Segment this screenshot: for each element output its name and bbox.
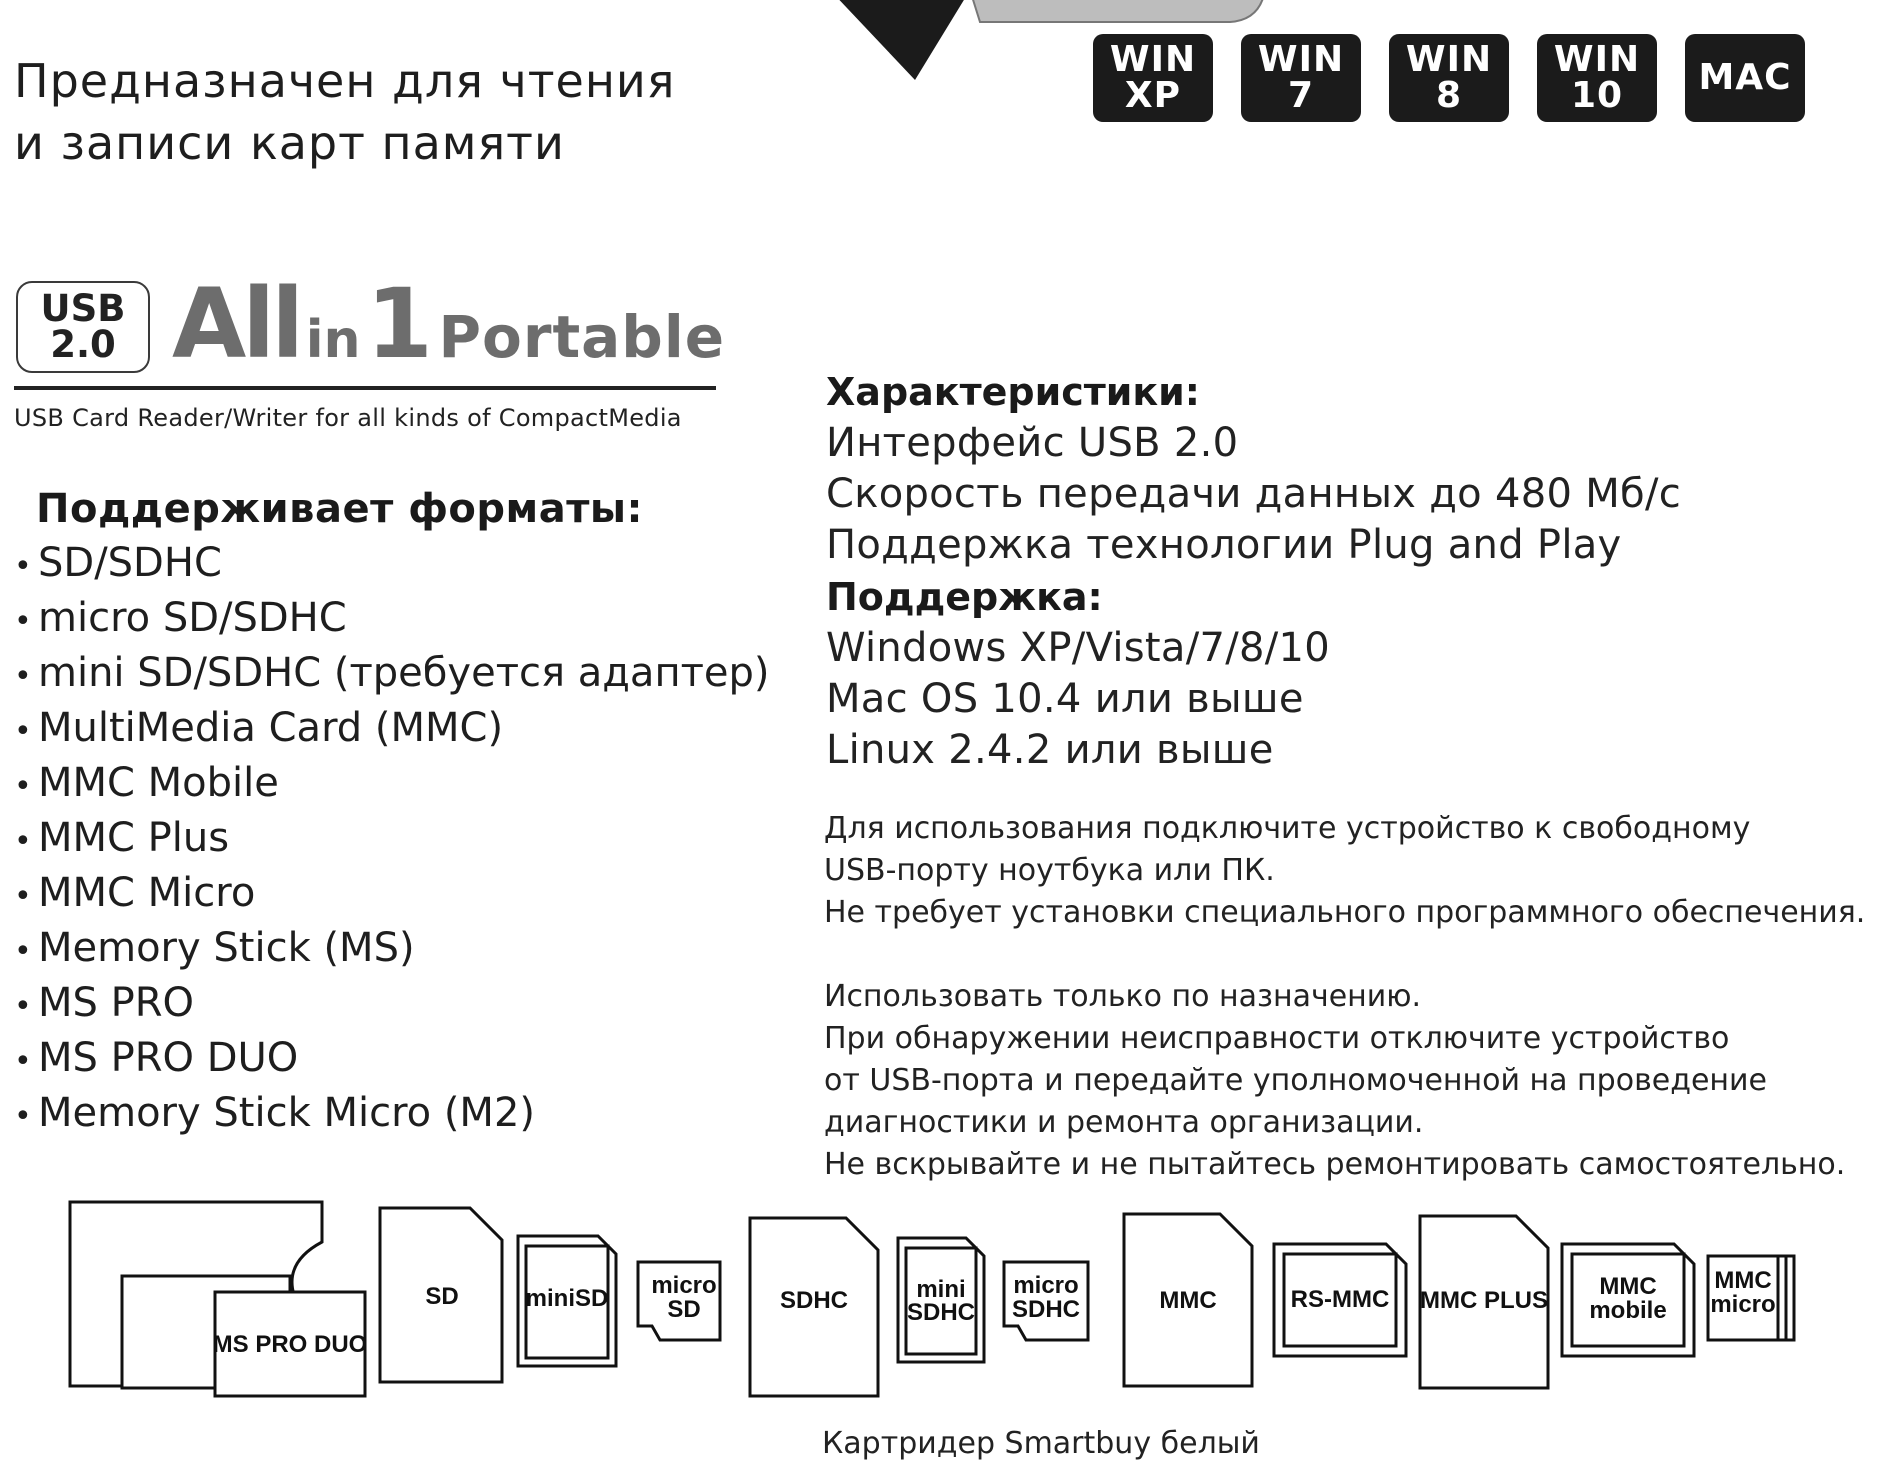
mmc-plus-card-icon [1420,1216,1548,1388]
os-badge-line: 10 [1570,75,1624,116]
note-line: Не вскрывайте и не пытайтесь ремонтировать самостоятельно. [824,1147,1846,1182]
os-badges [1093,34,1805,122]
list-item: • Memory Stick Micro (M2) [14,1090,535,1136]
note-line: Не требует установки специального программного обеспечения. [824,895,1866,930]
usb-badge-line: USB [40,287,126,330]
os-badge-line: WIN [1109,39,1197,80]
list-item: • MMC Mobile [14,760,279,806]
list-item: • MMC Micro [14,870,256,916]
svg-text:SDHC: SDHC [1011,1296,1081,1323]
support-line: Mac OS 10.4 или выше [826,676,1304,722]
svg-text:RS-MMC: RS-MMC [1290,1286,1390,1313]
note-line: от USB-порта и передайте уполномоченной на проведение [824,1063,1767,1098]
list-item: • MS PRO [14,980,195,1026]
headline-divider [14,386,716,390]
os-badge-line: WIN [1257,39,1345,80]
spec-line: Интерфейс USB 2.0 [826,420,1239,466]
svg-text:mobile: mobile [1589,1297,1667,1324]
specs-title: Характеристики: [826,370,1200,414]
minisdhc-card-icon [898,1238,984,1362]
usb-badge-line: 2.0 [50,323,116,366]
os-badge-line: WIN [1553,39,1641,80]
list-item: • SD/SDHC [14,540,222,586]
os-badge-win-8 [1389,34,1509,122]
svg-text:miniSD: miniSD [525,1285,609,1312]
formats-title: Поддерживает форматы: [36,486,644,532]
rs-mmc-card-icon [1274,1244,1406,1356]
headline-all: All [172,268,301,380]
os-badge-line: WIN [1405,39,1493,80]
support-line: Linux 2.4.2 или выше [826,727,1274,773]
spec-block [826,366,1681,776]
product-caption: Картридер Smartbuy белый [822,1426,1260,1461]
note-line: При обнаружении неисправности отключите устройство [824,1021,1730,1056]
minisd-card-icon [518,1236,616,1366]
usage-notes [824,808,1865,1186]
svg-text:mini: mini [916,1276,966,1303]
note-line: USB-порту ноутбука или ПК. [824,853,1275,888]
svg-text:SDHC: SDHC [906,1299,976,1326]
os-badge-win-7 [1241,34,1361,122]
svg-text:MS PRO DUO: MS PRO DUO [212,1331,368,1358]
note-spacer [824,934,1865,976]
support-title: Поддержка: [826,575,1103,619]
subtitle: USB Card Reader/Writer for all kinds of CompactMedia [14,404,682,432]
spec-line: Поддержка технологии Plug and Play [826,522,1622,568]
svg-text:MMC: MMC [1599,1273,1657,1300]
headline-in: in [305,310,361,370]
tagline-line-2: и записи карт памяти [14,116,565,170]
sdhc-card-icon [750,1218,878,1396]
usb-2-badge [16,281,150,373]
headline-portable: Portable [438,303,726,371]
tagline-line-1: Предназначен для чтения [14,54,676,108]
note-line: Для использования подключите устройство к свободному [824,811,1751,846]
spec-line: Скорость передачи данных до 480 Мб/с [826,471,1682,517]
note-line: Использовать только по назначению. [824,979,1422,1014]
list-item: • micro SD/SDHC [14,595,347,641]
note-line: диагностики и ремонта организации. [824,1105,1424,1140]
headline [172,268,725,380]
list-item: • MultiMedia Card (MMC) [14,705,504,751]
memory-cards-illustration [60,1190,1800,1410]
svg-text:micro: micro [651,1272,717,1299]
os-badge-line: 8 [1435,75,1463,116]
ms-pro-duo-card-icon [70,1202,367,1396]
os-badge-win-10 [1537,34,1657,122]
support-line: Windows XP/Vista/7/8/10 [826,625,1331,671]
os-badge-line: 7 [1287,75,1315,116]
svg-text:SD: SD [667,1296,701,1323]
svg-text:SDHC: SDHC [779,1287,849,1314]
svg-text:micro: micro [1710,1291,1776,1318]
os-badge-mac [1685,34,1805,122]
sd-card-icon [380,1208,502,1382]
tagline [14,50,675,174]
svg-text:MMC: MMC [1714,1267,1772,1294]
mmc-card-icon [1124,1214,1252,1386]
list-item: • MMC Plus [14,815,230,861]
list-item: • mini SD/SDHC (требуется адаптер) [14,650,770,696]
microsdhc-card-icon [1004,1262,1088,1340]
headline-one: 1 [366,268,433,380]
svg-text:micro: micro [1013,1272,1079,1299]
os-badge-line: MAC [1698,57,1792,98]
os-badge-line: XP [1124,75,1182,116]
os-badge-win-xp [1093,34,1213,122]
svg-text:SD: SD [425,1283,459,1310]
microsd-card-icon [638,1262,720,1340]
formats-list [14,536,770,1141]
svg-text:MMC: MMC [1159,1287,1217,1314]
svg-text:MMC PLUS: MMC PLUS [1420,1287,1548,1314]
mmc-micro-card-icon [1708,1256,1794,1340]
list-item: • Memory Stick (MS) [14,925,415,971]
mmc-mobile-card-icon [1562,1244,1694,1356]
list-item: • MS PRO DUO [14,1035,299,1081]
